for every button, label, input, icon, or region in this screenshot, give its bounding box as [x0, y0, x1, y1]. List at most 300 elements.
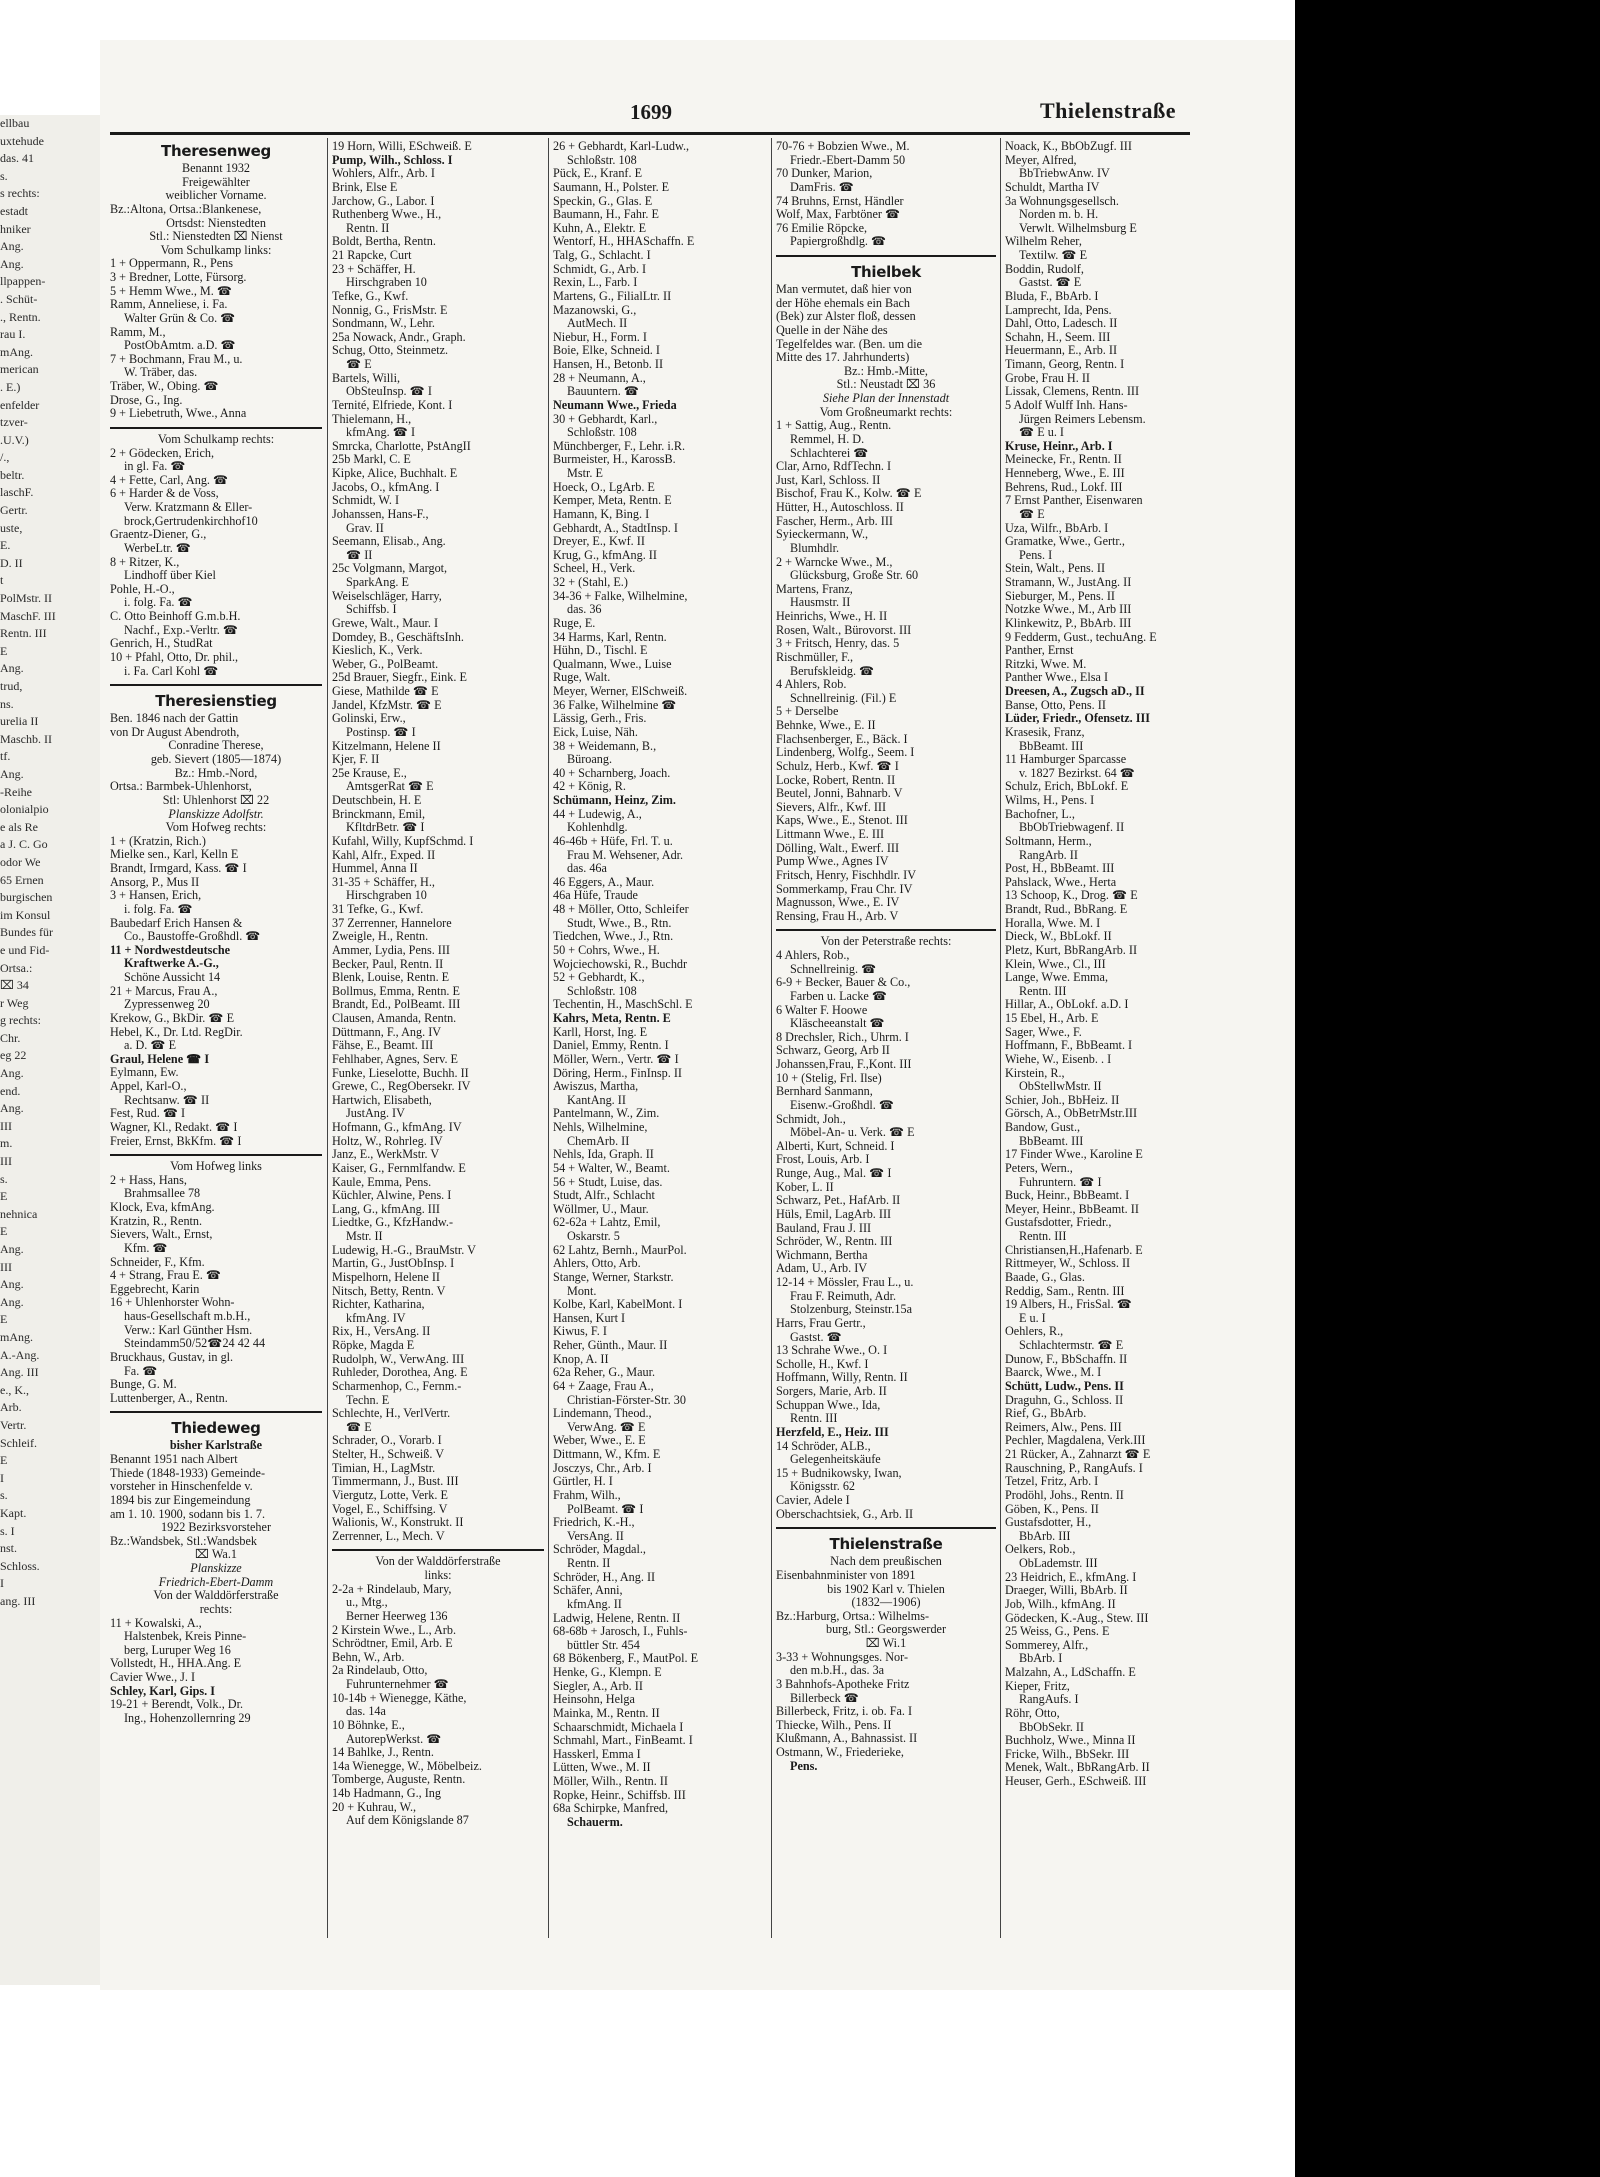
directory-entry: Panther Wwe., Elsa I [1005, 671, 1108, 685]
bleed-text: . Schüt- [0, 291, 38, 306]
column-separator [771, 138, 772, 1938]
directory-entry: 28 + Neumann, A., [553, 371, 646, 385]
directory-entry: den m.b.H., das. 3a [790, 1664, 885, 1678]
directory-entry: Thielemann, H., [332, 412, 412, 426]
directory-entry: brock,Gertrudenkirchhof10 [124, 514, 258, 528]
directory-entry: 48 + Möller, Otto, Schleifer [553, 903, 689, 916]
directory-entry: i. folg. Fa. ☎ [124, 596, 193, 610]
bleed-text: ⌧ 34 [0, 978, 29, 993]
bleed-text: nehnica [0, 1206, 38, 1221]
directory-entry: Frost, Louis, Arb. I [776, 1153, 870, 1167]
directory-entry: Dölling, Walt., Ewerf. III [776, 841, 900, 855]
street-info: Benannt 1932 [181, 162, 251, 175]
directory-entry: Fuhruntern. ☎ I [1019, 1175, 1102, 1189]
directory-entry: Jürgen Reimers Lebensm. [1019, 412, 1146, 426]
column-separator [327, 138, 328, 1938]
directory-entry: Wichmann, Bertha [776, 1248, 868, 1262]
directory-entry: Halstenbek, Kreis Pinne- [124, 1630, 247, 1644]
bleed-text: Chr. [0, 1030, 21, 1045]
street-info: ⌧ Wa.1 [195, 1548, 237, 1562]
directory-entry: 10 + (Stelig, Frl. Ilse) [776, 1071, 882, 1085]
directory-entry: 5 Adolf Wulff Inh. Hans- [1005, 398, 1128, 412]
directory-entry: 6-9 + Becker, Bauer & Co., [776, 976, 911, 990]
directory-entry: Zweigle, H., Rentn. [332, 930, 429, 944]
directory-entry: Kohlenhdlg. [567, 821, 628, 835]
directory-entry: Kufahl, Willy, KupfSchmd. I [332, 834, 474, 848]
directory-entry: Hebel, K., Dr. Ltd. RegDir. [110, 1025, 243, 1039]
directory-entry: Bauland, Frau J. III [776, 1221, 872, 1235]
directory-entry: Banse, Otto, Pens. II [1005, 698, 1106, 712]
directory-entry: 14 Bahlke, J., Rentn. [332, 1746, 434, 1760]
street-info: Conradine Therese, [168, 739, 264, 753]
directory-entry: 12-14 + Mössler, Frau L., u. [776, 1276, 914, 1289]
directory-entry: 2-2a + Rindelaub, Mary, [332, 1582, 452, 1596]
directory-entry: 15 Ebel, H., Arb. E [1005, 1012, 1099, 1025]
directory-entry: Timian, H., LagMstr. [332, 1461, 436, 1475]
directory-entry: 23 Heidrich, E., kfmAng. I [1005, 1570, 1137, 1584]
directory-entry: Dreyer, E., Kwf. II [553, 535, 645, 549]
directory-entry: BbBeamt. III [1019, 1134, 1084, 1148]
previous-page-bleed [0, 115, 100, 1985]
directory-entry: Sommerey, Alfr., [1005, 1638, 1089, 1652]
section-rule [110, 678, 322, 686]
directory-entry: ChemArb. II [567, 1134, 630, 1148]
directory-entry: Kaule, Emma, Pens. [332, 1175, 432, 1189]
directory-entry: BbObTriebwagenf. II [1019, 821, 1125, 835]
directory-entry: Fa. ☎ [124, 1364, 158, 1378]
directory-entry: ☎ E [1019, 507, 1045, 521]
directory-entry: 34 Harms, Karl, Rentn. [553, 630, 667, 644]
directory-entry: Man vermutet, daß hier von [776, 283, 912, 296]
directory-entry: BbObSekr. II [1019, 1720, 1084, 1734]
directory-entry: Brandt, Ed., PolBeamt. III [332, 998, 461, 1012]
directory-entry: Schulz, Herb., Kwf. ☎ I [776, 759, 899, 773]
directory-entry: 5 + Derselbe [776, 705, 839, 719]
directory-entry: Clausen, Amanda, Rentn. [332, 1012, 457, 1025]
directory-entry: Graul, Helene ☎ I [110, 1052, 210, 1066]
directory-entry: Graentz-Diener, G., [110, 528, 207, 542]
directory-entry: Blenk, Louise, Rentn. E [332, 971, 450, 985]
directory-entry: Seemann, Elisab., Ang. [332, 535, 446, 549]
directory-entry: Göben, K., Pens. II [1005, 1502, 1099, 1516]
directory-entry: Wohlers, Alfr., Arb. I [332, 167, 435, 181]
directory-entry: Hofmann, G., kfmAng. IV [332, 1121, 462, 1134]
bleed-text: /., [0, 450, 10, 465]
directory-entry: 21 Rapcke, Curt [332, 249, 412, 262]
directory-entry: Fehlhaber, Agnes, Serv. E [332, 1052, 458, 1066]
directory-entry: Hüls, Emil, LagArb. III [776, 1207, 892, 1221]
directory-entry: Kieper, Fritz, [1005, 1679, 1070, 1693]
bleed-text: Ang. [0, 766, 24, 781]
directory-entry: Heinsohn, Helga [553, 1693, 635, 1707]
bleed-text: r Weg [0, 995, 29, 1010]
bleed-text: beltr. [0, 467, 25, 482]
directory-entry: Schloßstr. 108 [567, 426, 637, 440]
directory-entry: Schuppan Wwe., Ida, [776, 1398, 881, 1412]
directory-entry: Pück, E., Kranf. E [553, 167, 643, 181]
street-info: geb. Sievert (1805—1874) [150, 753, 282, 766]
street-info: Bz.: Hmb.-Mitte, [844, 364, 928, 378]
directory-entry: Ramm, Anneliese, i. Fa. [110, 298, 228, 312]
directory-entry: Schäfer, Anni, [553, 1584, 623, 1598]
directory-entry: Ruge, E. [553, 616, 596, 630]
directory-entry: Krasesik, Franz, [1005, 725, 1085, 739]
directory-entry: Verw. Kratzmann & Eller- [124, 501, 253, 514]
directory-entry: Daniel, Emmy, Rentn. I [553, 1039, 669, 1053]
bleed-text: I [0, 1470, 4, 1485]
directory-entry: Siegler, A., Arb. II [553, 1679, 643, 1693]
directory-entry: 31 Tefke, G., Kwf. [332, 903, 424, 916]
directory-entry: 74 Bruhns, Ernst, Händler [776, 194, 904, 208]
street-info: Freigewählter [182, 175, 250, 189]
directory-entry: Malzahn, A., LdSchaffn. E [1005, 1666, 1136, 1679]
directory-entry: Boldt, Bertha, Rentn. [332, 235, 436, 249]
directory-entry: 9 + Liebetruth, Wwe., Anna [110, 407, 247, 421]
directory-entry: Hoeck, O., LgArb. E [553, 480, 655, 494]
directory-entry: Friedr.-Ebert-Damm 50 [790, 153, 906, 167]
bleed-text: Bundes für [0, 925, 53, 940]
directory-entry: Schlachterei ☎ [790, 446, 869, 460]
directory-entry: v. 1827 Bezirkst. 64 ☎ [1019, 766, 1135, 780]
directory-entry: 1 + Sattig, Aug., Rentn. [776, 419, 892, 433]
directory-entry: RangArb. II [1019, 848, 1078, 862]
directory-entry: 2 + Warncke Wwe., M., [776, 555, 893, 569]
section-rule [110, 421, 322, 429]
street-info: Planskizze Adolfstr. [168, 807, 264, 821]
bleed-text: III [0, 1118, 12, 1133]
directory-entry: Wojciechowski, R., Buchdr [553, 957, 688, 971]
directory-entry: PostObAmtm. a.D. ☎ [124, 339, 236, 353]
directory-entry: Kiwus, F. I [553, 1325, 607, 1339]
directory-entry: Schloßstr. 108 [567, 984, 637, 998]
directory-entry: Rittmeyer, W., Schloss. II [1005, 1257, 1131, 1271]
directory-entry: KantAng. II [567, 1093, 626, 1107]
directory-entry: Johanssen, Hans-F., [332, 507, 429, 521]
directory-entry: Schier, Joh., BbHeiz. II [1005, 1093, 1120, 1107]
bleed-text: merican [0, 362, 39, 377]
directory-entry: Becker, Paul, Rentn. II [332, 957, 444, 971]
directory-entry: Ing., Hohenzollernring 29 [124, 1711, 251, 1725]
directory-entry: BbArb. I [1019, 1652, 1063, 1666]
directory-entry: 15 + Budnikowsky, Iwan, [776, 1466, 902, 1480]
directory-entry: Münchberger, F., Lehr. i.R. [553, 439, 686, 453]
directory-entry: Röhr, Otto, [1005, 1706, 1060, 1720]
bleed-text: urelia II [0, 714, 39, 729]
directory-entry: ObStellwMstr. II [1019, 1080, 1102, 1094]
directory-entry: Meyer, Heinr., BbBeamt. II [1005, 1202, 1139, 1216]
directory-entry: Henneberg, Wwe., E. III [1005, 467, 1125, 480]
directory-entry: Funke, Lieselotte, Buchh. II [332, 1066, 469, 1080]
bleed-text: ., Rentn. [0, 309, 41, 324]
street-info: Vom Schulkamp rechts: [157, 432, 275, 446]
directory-entry: Gürtler, H. I [553, 1475, 613, 1489]
directory-entry: Mielke sen., Karl, Kelln E [110, 848, 239, 862]
directory-entry: Rudolph, W., VerwAng. III [332, 1352, 465, 1366]
directory-entry: Wilms, H., Pens. I [1005, 794, 1095, 807]
directory-entry: Notzke Wwe., M., Arb III [1005, 603, 1132, 617]
directory-entry: Scholle, H., Kwf. I [776, 1357, 869, 1371]
directory-entry: 64 + Zaage, Frau A., [553, 1379, 654, 1393]
directory-entry: Deutschbein, H. E [332, 794, 422, 807]
directory-entry: Oehlers, R., [1005, 1325, 1064, 1339]
directory-entry: Ansorg, P., Mus II [110, 875, 200, 889]
directory-entry: Bauuntern. ☎ [567, 385, 640, 399]
directory-entry: Schmidt, G., Arb. I [553, 262, 647, 276]
directory-entry: 25a Nowack, Andr., Graph. [332, 330, 466, 344]
directory-entry: Prodöhl, Johs., Rentn. II [1005, 1488, 1124, 1502]
directory-entry: von Dr August Abendroth, [110, 725, 240, 739]
bleed-text: E [0, 1189, 8, 1204]
directory-entry: Ludewig, H.-G., BrauMstr. V [332, 1243, 476, 1257]
street-info: links: [424, 1569, 452, 1582]
directory-entry: C. Otto Beinhoff G.m.b.H. [110, 610, 241, 623]
directory-entry: 68-68b + Jarosch, I., Fuhls- [553, 1625, 688, 1639]
directory-entry: ☎ II [346, 548, 373, 562]
bleed-text: D. II [0, 555, 23, 570]
directory-entry: Ritzki, Wwe. M. [1005, 657, 1087, 671]
directory-entry: Lang, G., kfmAng. III [332, 1202, 440, 1216]
directory-entry: Buck, Heinr., BbBeamt. I [1005, 1189, 1130, 1203]
directory-entry: 1 + Oppermann, R., Pens [110, 257, 233, 271]
directory-entry: kfmAng. IV [346, 1311, 406, 1325]
directory-entry: 23 + Schäffer, H. [332, 262, 416, 276]
bleed-text: .U.V.) [0, 432, 29, 447]
directory-entry: Stange, Werner, Starkstr. [553, 1270, 674, 1284]
directory-entry: Stramann, W., JustAng. II [1005, 576, 1132, 589]
directory-entry: 11 + Nordwestdeutsche [110, 943, 231, 957]
directory-entry: Billerbeck, Fritz, i. ob. Fa. I [776, 1705, 913, 1719]
directory-entry: 52 + Gebhardt, K., [553, 971, 645, 985]
directory-entry: Schröder, H., Ang. II [553, 1570, 656, 1584]
directory-entry: Ostmann, W., Friederieke, [776, 1746, 904, 1759]
directory-entry: Just, Karl, Schloss. II [776, 473, 881, 487]
directory-entry: Pohle, H.-O., [110, 582, 175, 596]
directory-entry: Bollmus, Emma, Rentn. E [332, 984, 460, 998]
directory-entry: Kaiser, G., Fernmlfandw. E [332, 1161, 466, 1175]
directory-entry: Ramm, M., [110, 325, 166, 339]
directory-entry: Klußmann, A., Bahnassist. II [776, 1732, 918, 1746]
directory-entry: 1894 bis zur Eingemeindung [110, 1493, 251, 1507]
directory-entry: Dittmann, W., Kfm. E [553, 1448, 661, 1461]
directory-entry: Nehls, Ida, Graph. II [553, 1148, 654, 1162]
directory-entry: Sondmann, W., Lehr. [332, 317, 435, 331]
directory-entry: 68 Bökenberg, F., MautPol. E [553, 1652, 699, 1666]
directory-entry: Auf dem Königslande 87 [346, 1814, 469, 1828]
bleed-text: im Konsul [0, 907, 51, 922]
directory-entry: Schiffsb. I [346, 603, 397, 617]
bleed-text: odor We [0, 854, 41, 869]
directory-entry: Baade, G., Glas. [1005, 1270, 1085, 1284]
directory-entry: Techentin, H., MaschSchl. E [553, 998, 693, 1012]
directory-entry: Rischmüller, F., [776, 650, 854, 664]
directory-entry: E u. I [1019, 1311, 1046, 1325]
directory-entry: Weber, G., PolBeamt. [332, 657, 439, 671]
directory-entry: Brandt, Rud., BbRang. E [1005, 903, 1128, 916]
directory-entry: Schmidt, W. I [332, 494, 400, 508]
directory-entry: Stolzenburg, Steinstr.15a [790, 1303, 912, 1317]
directory-entry: 25c Volgmann, Margot, [332, 562, 448, 576]
directory-entry: Rensing, Frau H., Arb. V [776, 909, 899, 923]
directory-entry: Fuhrunternehmer ☎ [346, 1678, 449, 1691]
directory-entry: Schröder, Magdal., [553, 1543, 646, 1557]
directory-entry: Martens, Franz, [776, 582, 853, 596]
directory-entry: Krug, G., kfmAng. II [553, 548, 657, 562]
bleed-text: Ang. [0, 1277, 24, 1292]
directory-entry: 68a Schirpke, Manfred, [553, 1802, 669, 1816]
directory-entry: BbArb. III [1019, 1529, 1071, 1543]
bleed-text: Vertr. [0, 1417, 27, 1432]
directory-entry: Walionis, W., Konstrukt. II [332, 1516, 464, 1530]
directory-entry: Mispelhorn, Helene II [332, 1270, 440, 1284]
bleed-text: Ang. [0, 1242, 24, 1256]
directory-entry: Meinecke, Fr., Rentn. II [1005, 453, 1122, 467]
directory-entry: Kfm. ☎ [124, 1241, 168, 1255]
directory-entry: 8 Drechsler, Rich., Uhrm. I [776, 1030, 909, 1044]
directory-entry: Boie, Elke, Schneid. I [553, 344, 660, 358]
directory-entry: 40 + Scharnberg, Joach. [553, 766, 671, 780]
directory-entry: Harrs, Frau Gertr., [776, 1316, 866, 1330]
bleed-text: PolMstr. II [0, 591, 53, 606]
street-info: Nach dem preußischen [830, 1555, 942, 1569]
directory-entry: 25 Weiss, G., Pens. E [1005, 1625, 1110, 1639]
directory-entry: Peters, Wern., [1005, 1161, 1073, 1175]
bleed-text: enfelder [0, 397, 40, 412]
directory-entry: Hamann, K, Bing. I [553, 507, 650, 521]
directory-entry: Weiselschläger, Harry, [332, 589, 442, 603]
directory-entry: Bartels, Willi, [332, 371, 401, 385]
directory-entry: Rechtsanw. ☎ II [124, 1093, 210, 1107]
directory-entry: Hoffmann, F., BbBeamt. I [1005, 1039, 1133, 1053]
directory-entry: Grewe, C., RegObersekr. IV [332, 1080, 471, 1094]
directory-entry: VersAng. II [567, 1529, 624, 1543]
bleed-text: I [0, 1576, 4, 1591]
bleed-text: A.-Ang. [0, 1347, 40, 1362]
directory-entry: ObSteuInsp. ☎ I [346, 385, 432, 399]
directory-entry: Jacobs, O., kfmAng. I [332, 480, 440, 494]
directory-entry: Wilhelm Reher, [1005, 235, 1082, 249]
directory-entry: Stelter, H., Schweiß. V [332, 1448, 445, 1461]
directory-entry: Schütt, Ludw., Pens. II [1005, 1379, 1124, 1393]
directory-entry: Liedtke, G., KfzHandw.- [332, 1216, 454, 1230]
directory-entry: Thiecke, Wilh., Pens. II [776, 1718, 892, 1732]
directory-entry: Drose, G., Ing. [110, 393, 183, 407]
street-info: weiblicher Vorname. [165, 189, 267, 203]
directory-entry: 19 Horn, Willi, ESchweiß. E [332, 140, 472, 153]
directory-entry: Rentn. III [790, 1412, 838, 1426]
directory-entry: Pletz, Kurt, BbRangArb. II [1005, 943, 1138, 957]
directory-entry: 6 Walter F. Hoowe [776, 1003, 868, 1017]
column-3 [553, 140, 767, 1960]
directory-entry: 46a Hüfe, Traude [553, 889, 638, 903]
directory-entry: Schloßstr. 108 [567, 153, 637, 167]
street-heading: Thielbek [851, 263, 921, 281]
directory-entry: Billerbeck ☎ [790, 1691, 859, 1705]
column-2 [332, 140, 544, 1960]
directory-entry: Techn. E [346, 1393, 390, 1407]
directory-entry: kfmAng. II [567, 1597, 622, 1611]
directory-entry: Küchler, Alwine, Pens. I [332, 1189, 452, 1203]
column-1 [110, 140, 322, 1960]
directory-entry: 3 Bahnhofs-Apotheke Fritz [776, 1677, 910, 1691]
directory-entry: Lange, Wwe. Emma, [1005, 971, 1108, 985]
directory-entry: 8 + Ritzer, K., [110, 555, 180, 569]
directory-entry: Jarchow, G., Labor. I [332, 194, 435, 208]
bleed-text: Arb. [0, 1400, 22, 1415]
street-info: ⌧ Wi.1 [865, 1637, 907, 1650]
directory-entry: Schuldt, Martha IV [1005, 180, 1100, 194]
directory-entry: Kahl, Alfr., Exped. II [332, 848, 436, 862]
directory-entry: in gl. Fa. ☎ [124, 460, 186, 474]
directory-entry: Luttenberger, A., Rentn. [110, 1391, 228, 1405]
directory-entry: Kratzin, R., Rentn. [110, 1214, 203, 1228]
directory-entry: Steindamm50/52☎24 42 44 [124, 1337, 266, 1351]
directory-entry: Schug, Otto, Steinmetz. [332, 344, 449, 358]
street-info: Stl.: Nienstedten ⌧ Nienst [149, 230, 283, 244]
directory-entry: Runge, Aug., Mal. ☎ I [776, 1167, 892, 1180]
directory-entry: Schümann, Heinz, Zim. [553, 794, 676, 807]
directory-entry: Schwarz, Georg, Arb II [776, 1044, 890, 1058]
directory-entry: Golinski, Erw., [332, 712, 406, 726]
directory-entry: Quelle in der Nähe des [776, 323, 888, 337]
directory-entry: Kjer, F. II [332, 753, 380, 767]
directory-entry: Gastst. ☎ [790, 1330, 842, 1344]
directory-entry: Ruge, Walt. [553, 671, 611, 685]
directory-entry: Hansen, H., Betonb. II [553, 358, 664, 371]
directory-entry: Domdey, B., GeschäftsInh. [332, 630, 464, 644]
directory-entry: Johanssen,Frau, F.,Kont. III [776, 1058, 912, 1071]
directory-entry: Zerrenner, L., Mech. V [332, 1529, 445, 1543]
column-5 [1005, 140, 1193, 1960]
bleed-text: s. [0, 168, 8, 183]
directory-entry: i. Fa. Carl Kohl ☎ [124, 664, 219, 678]
directory-entry: 25e Krause, E., [332, 766, 407, 780]
street-info: Vom Hofweg links [170, 1160, 262, 1174]
directory-entry: Sager, Wwe., F. [1005, 1025, 1082, 1039]
directory-entry: Blumhdlr. [790, 541, 840, 555]
directory-entry: Ammer, Lydia, Pens. III [332, 943, 450, 957]
bleed-text: laschF. [0, 485, 34, 500]
directory-entry: Hirschgraben 10 [346, 276, 427, 290]
directory-entry: Möller, Wilh., Rentn. II [553, 1775, 668, 1788]
directory-entry: 7 + Bochmann, Frau M., u. [110, 352, 243, 366]
directory-entry: 62 Lahtz, Bernh., MaurPol. [553, 1243, 687, 1257]
bleed-text: E [0, 1453, 8, 1468]
directory-entry: Kruse, Heinr., Arb. I [1005, 439, 1113, 453]
directory-entry: Lütten, Wwe., M. II [553, 1761, 651, 1775]
bleed-text: III [0, 1259, 12, 1274]
bleed-text: Ang. [0, 1294, 24, 1309]
directory-entry: BbBeamt. III [1019, 739, 1084, 753]
directory-entry: Schröder, W., Rentn. III [776, 1235, 893, 1249]
directory-entry: KfltdrBetr. ☎ I [346, 821, 425, 835]
directory-entry: Hühn, D., Tischl. E [553, 644, 648, 658]
directory-entry: Eick, Luise, Näh. [553, 725, 638, 739]
directory-entry: 20 + Kuhrau, W., [332, 1800, 417, 1814]
directory-entry: das. 14a [346, 1705, 386, 1719]
directory-entry: Kieslich, K., Verk. [332, 644, 423, 658]
directory-entry: Fricke, Wilh., BbSekr. III [1005, 1747, 1130, 1761]
directory-entry: 3a Wohnungsgesellsch. [1005, 194, 1119, 208]
bleed-text: III [0, 1154, 12, 1169]
directory-entry: Pens. I [1019, 548, 1053, 562]
directory-entry: Bischof, Frau K., Kolw. ☎ E [776, 487, 922, 501]
directory-entry: 5 + Hemm Wwe., M. ☎ [110, 284, 233, 298]
directory-entry: Schnellreinig. (Fil.) E [790, 691, 897, 705]
directory-entry: AutorepWerkst. ☎ [346, 1732, 442, 1746]
directory-entry: Schmahl, Mart., FinBeamt. I [553, 1734, 693, 1748]
directory-entry: 42 + König, R. [553, 780, 626, 794]
directory-entry: Beutel, Jonni, Bahnarb. V [776, 787, 903, 801]
